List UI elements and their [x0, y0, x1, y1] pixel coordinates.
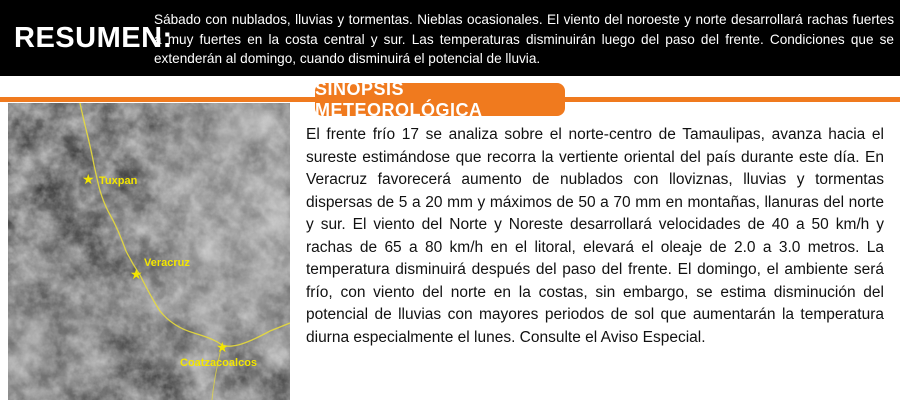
city-label-coatzacoalcos: Coatzacoalcos [180, 357, 258, 369]
section-title: SINOPSIS METEOROLÓGICA [315, 78, 483, 120]
satellite-image [8, 103, 290, 400]
star-icon: ★ [130, 267, 143, 283]
summary-label: RESUMEN: [14, 22, 173, 54]
synopsis-body: El frente frío 17 se analiza sobre el norte-centro de Tamaulipas, avanza hacia el sureste estimándose que recorra la vertiente oriental del país durante este día. En Veracruz favorecerá aumento de nublados con lloviznas, lluvias y tormentas dispersas de 5 a 20 mm y máximos de 50 a 70 mm en montañas, llanuras del norte y sur. El viento del Norte y Noreste desarrollará velocidades de 40 a 50 km/h y rachas de 65 a 80 km/h en el litoral, elevará el oleaje de 2.0 a 3.0 metros. La temperatura disminuirá después del paso del frente. El domingo, el ambiente será frío, con viento del norte en la costas, sin embargo, se estima disminución del potencial de lluvias con mayores periodos de sol que aumentarán la temperatura diurna especialmente el lunes. Consulte el Aviso Especial. [306, 126, 884, 346]
city-label-veracruz: Veracruz [144, 257, 190, 269]
star-icon: ★ [82, 172, 95, 188]
star-icon: ★ [216, 340, 229, 356]
summary-text: Sábado con nublados, lluvias y tormentas. Nieblas ocasionales. El viento del noroeste y norte desarrollará rachas fuertes a muy fuertes en la costa central y sur. Las temperaturas disminuirán luego del paso del frente. Condiciones que se extenderán al domingo, cuando disminuirá el potencial de lluvia. [154, 12, 894, 66]
section-title-badge [315, 78, 565, 120]
city-label-tuxpan: Tuxpan [99, 175, 138, 187]
satellite-map [8, 103, 290, 400]
city-marker-tuxpan [82, 172, 138, 188]
summary-bar [0, 0, 900, 76]
